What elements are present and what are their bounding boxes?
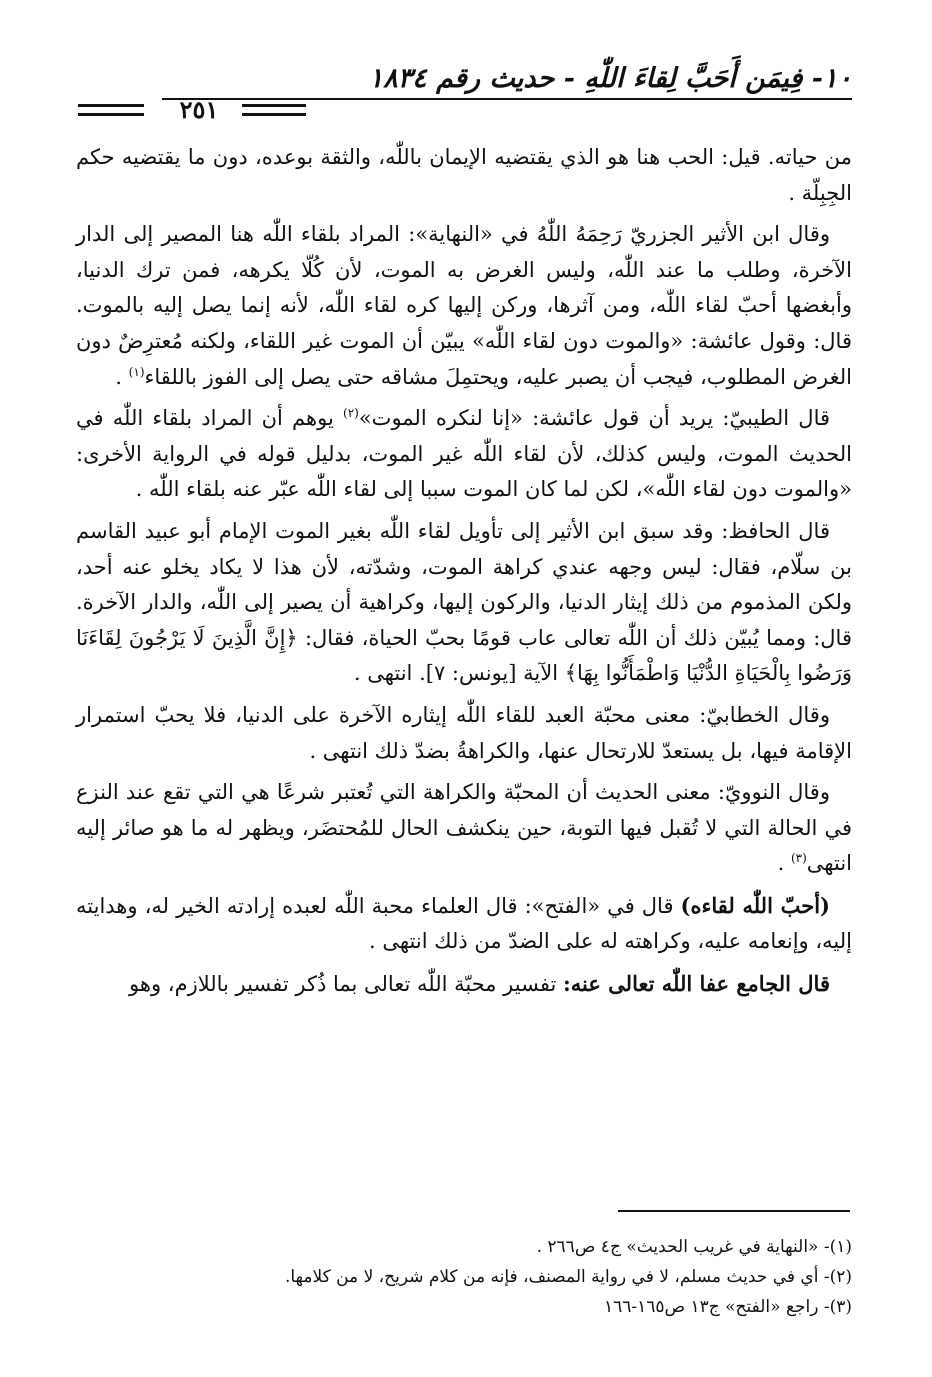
paragraph-5: وقال الخطابيّ: معنى محبّة العبد للقاء اللّٰه إيثاره الآخرة على الدنيا، فلا يحبّ استمرار الإقامة فيها، بل يستعدّ للارتحال عنها، والكراهةُ بضدّ ذلك انتهى . (76, 702, 852, 763)
page-number: ٢٥١ (179, 95, 219, 124)
main-text (76, 140, 852, 1009)
lead-in-heading: (أحبّ اللّٰه لقاءه) (680, 892, 830, 918)
double-rule-left (78, 104, 144, 116)
footnote-mark-1: (١) (128, 364, 145, 379)
paragraph-2: وقال ابن الأثير الجزريّ رَحِمَهُ اللّٰهُ في «النهاية»: المراد بلقاء اللّٰه هنا المصير إلى الدار الآخرة، وطلب ما عند اللّٰه، وليس الغرض به الموت، لأن كُلّا يكرهه، فمن ترك الدنيا، وأبغضها أحبّ لقاء اللّٰه، ومن آثرها، وركن إليها كره لقاء اللّٰه، لأنه إنما يصل إليه بالموت. قال: وقول عائشة: «والموت دون لقاء اللّٰه» يبيّن أن الموت غير اللقاء، ولكنه مُعترِضٌ دون الغرض المطلوب، فيجب أن يصبر عليه، ويحتمِلَ مشاقه حتى يصل إلى الفوز باللقاء$^{(١)}$ . (76, 222, 852, 389)
lead-in-author: قال الجامع عفا اللّٰه تعالى عنه: (562, 971, 830, 997)
footnote-1: (١)- «النهاية في غريب الحديث» ج٤ ص٢٦٦ . (536, 1237, 852, 1257)
paragraph-4: قال الحافظ: وقد سبق ابن الأثير إلى تأويل لقاء اللّٰه بغير الموت الإمام أبو عبيد القاسم بن سلّام، فقال: ليس وجهه عندي كراهة الموت، وشدّته، لأن هذا لا يكاد يخلو عنه أحد، ولكن المذموم من ذلك إيثار الدنيا، والركون إليها، وكراهية أن يصير إلى اللّٰه، والدار الآخرة. قال: ومما يُبيّن ذلك أن اللّٰه تعالى عاب قومًا بحبّ الحياة، فقال: ﴿إِنَّ الَّذِينَ لَا يَرْجُونَ لِقَاءَنَا وَرَضُوا بِالْحَيَاةِ الدُّنْيَا وَاطْمَأَنُّوا بِهَا﴾ الآية [يونس: ٧]. انتهى . (76, 518, 852, 686)
footnotes (76, 1232, 852, 1322)
footnote-mark-2: (٢) (343, 406, 359, 421)
footnote-mark-3: (٣) (790, 851, 807, 866)
paragraph-7: (أحبّ اللّٰه لقاءه) قال في «الفتح»: قال العلماء محبة اللّٰه لعبده إرادته الخير له، وهدايته إليه، وإنعامه عليه، وكراهته له على الضدّ من ذلك انتهى . (76, 892, 852, 954)
double-rule-right (242, 104, 306, 116)
paragraph-6: وقال النوويّ: معنى الحديث أن المحبّة والكراهة التي تُعتبر شرعًا هي التي تقع عند النزع في الحالة التي لا تُقبل فيها التوبة، حين ينكشف الحال للمُحتضَر، ويظهر له ما هو صائر إليه انتهى$^{(٣)}$ . (76, 780, 852, 876)
footnote-2: (٢)- أي في حديث مسلم، لا في رواية المصنف، فإنه من كلام شريح، لا من كلامها. (284, 1267, 852, 1287)
footnote-separator (618, 1210, 850, 1212)
paragraph-3: قال الطيبيّ: يريد أن قول عائشة: «إنا لنكره الموت»$^{(٢)}$ يوهم أن المراد بلقاء اللّٰه في الحديث الموت، وليس كذلك، لأن لقاء اللّٰه غير الموت، بدليل قوله في الرواية الأخرى: «والموت دون لقاء اللّٰه»، لكن لما كان الموت سببا إلى لقاء اللّٰه عبّر عنه بلقاء اللّٰه . (76, 406, 852, 502)
footnote-3: (٣)- راجع «الفتح» ج١٣ ص١٦٥-١٦٦ (603, 1297, 852, 1317)
paragraph-1: من حياته. قيل: الحب هنا هو الذي يقتضيه الإيمان باللّٰه، والثقة بوعده، دون ما يقتضيه حكم الجِبِلّة . (76, 145, 852, 205)
running-header (76, 62, 852, 98)
header-title: ١٠- فِيمَن أَحَبَّ لِقاءَ اللّٰهِ - حديث رقم ١٨٣٤ (368, 63, 852, 94)
page-number-area (76, 96, 306, 126)
paragraph-8: قال الجامع عفا اللّٰه تعالى عنه: تفسير محبّة اللّٰه تعالى بما ذُكر تفسير باللازم، وهو (129, 971, 830, 997)
